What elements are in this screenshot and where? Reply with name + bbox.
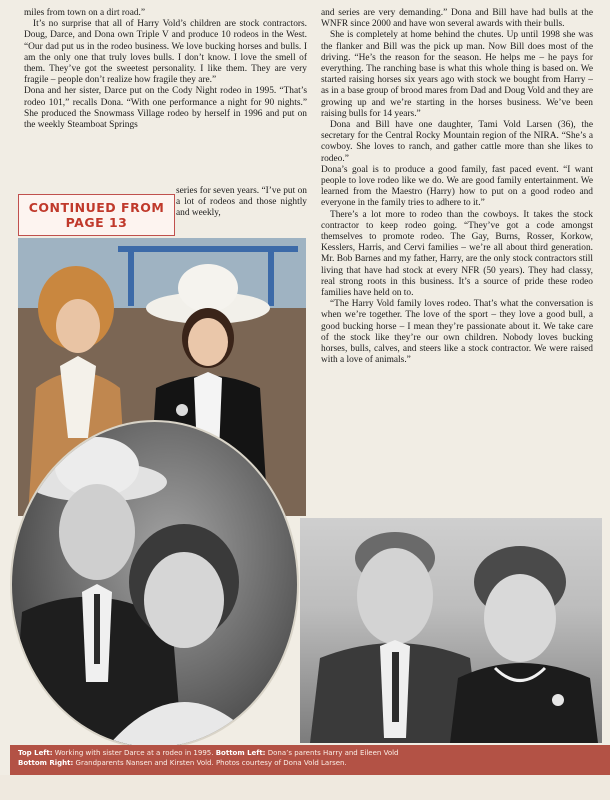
paragraph: There’s a lot more to rodeo than the cowboys. It takes the stock contractor to keep rodeo going. “They’ve got a code amongst themselves to promote rodeo. The Gay, Burns, Rosser, Korkow, Kesslers, Harris, and Cervi families – we’re all about third generation. Mr. Bob Barnes and my father, Harry, are the only stock contractors still living that have had stock at every NFR (50 years). They had classy, real strong roots in this business. It’s a source of pride these rodeo families have held on to. [321,209,593,299]
caption-label-bottom-left: Bottom Left: [215,749,266,757]
paragraph: “The Harry Vold family loves rodeo. That’s what the conversation is when we’re together. The love of the sport – they love a good bull, a good bucking horse – I mean they’re passionate about it. We take care of the stock like they’re our own children. Nobody loves bucking horses, bulls, calves, and steers like a stock contractor. We were raised with a love of animals.” [321,299,593,366]
paragraph: Dona and her sister, Darce put on the Cody Night rodeo in 1995. “That’s rodeo 101,” recalls Dona. “With one performance a night for 90 nights.” She produced the Snowmass Village rodeo by herself in 1996 and put on the weekly Steamboat Springs [24,86,307,131]
paragraph: Dona’s goal is to produce a good family, fast paced event. “I want people to love rodeo like we do. We are good family entertainment. We learned from the Maestro (Harry) how to put on a good rodeo and everyone in the family tries to adhere to it.” [321,164,593,209]
caption-label-bottom-right: Bottom Right: [18,759,74,767]
photo-caption [10,745,610,775]
article-column-right [321,8,593,528]
paragraph: series for seven years. “I’ve put on a lot of rodeos and those nightly and weekly, [176,186,307,219]
page-bottom-margin [0,775,610,800]
continued-line-1: CONTINUED FROM [28,200,165,215]
paragraph: It’s no surprise that all of Harry Vold’s children are stock contractors. Doug, Darce, and Dona own Triple V and produce 10 rodeos in the West. “Our dad put us in the rodeo business. We love bucking horses and bulls. I am the only one that truly loves bulls. I don’t know. I love the smell of them. They’ve got the sweetest personality. I like them. They are very fragile – people don’t realize how fragile they are.” [24,19,307,86]
photo-nansen-and-kirsten [300,518,602,743]
caption-text-bottom-left: Dona’s parents Harry and Eileen Vold [267,749,399,757]
article-column-left-top [24,8,307,190]
continued-from-box [18,194,175,236]
oval-portrait-illustration [12,422,297,747]
paragraph: and series are very demanding.” Dona and Bill have had bulls at the WNFR since 2000 and have won several awards with their bulls. [321,8,593,30]
paragraph: miles from town on a dirt road.” [24,8,146,18]
photo-harry-and-eileen [10,420,299,749]
caption-text-bottom-right: Grandparents Nansen and Kirsten Vold. Photos courtesy of Dona Vold Larsen. [75,759,347,767]
paragraph: Dona and Bill have one daughter, Tami Vold Larsen (36), the secretary for the Central Rocky Mountain region of the NIRA. “She’s a cowboy. She loves to ranch, and gather cattle more than she likes to rodeo.” [321,120,593,164]
article-column-left-mid [176,186,307,230]
caption-label-top-left: Top Left: [18,749,53,757]
paragraph: She is completely at home behind the chutes. Up until 1998 she was the flanker and Bill was the pick up man. Now Bill does most of the driving. “He’s the reason for the season. He helps me – he pays for everything. The ranching base is what this whole thing is based on. We started raising horses six years ago with stock we bought from Harry – as in a base group of brood mares from Dad and Doug Vold and they are growing up and we’re starting in the horses business. We’ve been raising bulls for 14 years.” [321,30,593,119]
continued-line-2: PAGE 13 [65,215,128,230]
caption-text-top-left: Working with sister Darce at a rodeo in 1995. [54,749,214,757]
portrait-illustration [300,518,602,743]
